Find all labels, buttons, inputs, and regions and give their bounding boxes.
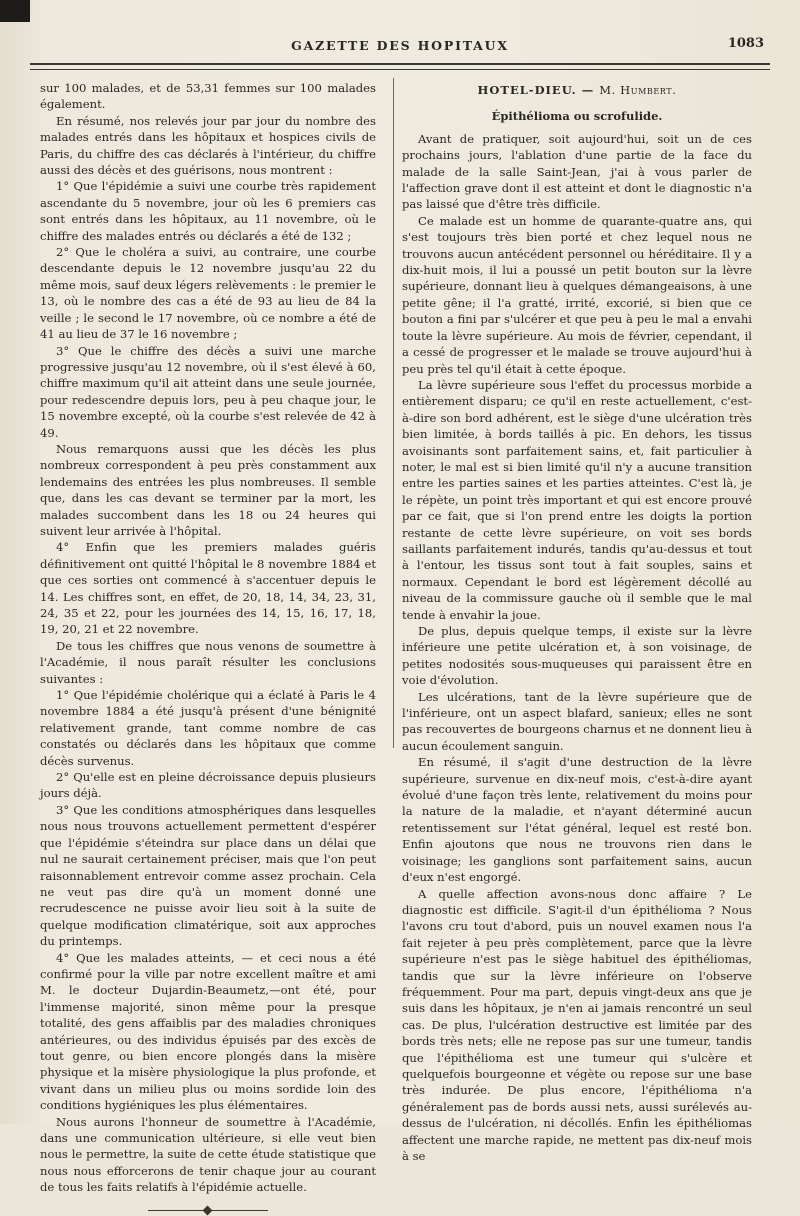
- section-author: M. Humbert.: [599, 83, 677, 97]
- paragraph: Ce malade est un homme de quarante-quatre ans, qui s'est toujours très bien porté et chez lequel nous ne trouvons aucun antécédent personnel ou héréditaire. Il y a dix-huit mois, il lui a poussé un petit bouton sur la lèvre supérieure, donnant lieu à quelques démangeaisons, à une petite gêne; il l'a gratté, irrité, excorié, si bien que ce bouton a fini par s'ulcérer et que peu à peu le mal a envahi toute la lèvre supérieure. Au mois de février, cependant, il a cessé de progresser et le malade se trouve aujourd'hui à peu près tel qu'il était à cette époque.: [402, 213, 752, 376]
- paragraph: 3° Que les conditions atmosphériques dans lesquelles nous nous trouvons actuellement permettent d'espérer que l'épidémie s'éteindra sur place dans un délai que nul ne saurait certainement préciser, mais que l'on peut raisonnablement entrevoir comme assez prochain. Cela ne veut pas dire qu'à un moment donné une recrudescence ne puisse avoir lieu soit à la suite de quelque modification climatérique, soit aux approches du printemps.: [40, 802, 376, 949]
- paragraph: sur 100 malades, et de 53,31 femmes sur 100 malades également.: [40, 81, 376, 112]
- paragraph: 2° Que le choléra a suivi, au contraire, une courbe descendante depuis le 12 novembre jusqu'au 22 du même mois, sauf deux légers relèvements : le premier le 13, où le nombre des cas a été de 93 au lieu de 84 la veille ; le second le 17 novembre, où ce nombre a été de 41 au lieu de 37 le 16 novembre ;: [40, 245, 376, 342]
- section-heading: [402, 82, 752, 98]
- section-separator: —: [581, 83, 595, 97]
- paragraph: De plus, depuis quelque temps, il existe sur la lèvre inférieure une petite ulcération et, à son voisinage, de petites nodosités sous-muqueuses qui paraissent être en voie d'évolution.: [402, 624, 752, 688]
- paragraph: Nous aurons l'honneur de soumettre à l'Académie, dans une communication ultérieure, si elle veut bien nous le permettre, la suite de cette étude statistique que nous nous efforcerons de tenir chaque jour au courant de tous les faits relatifs à l'épidémie actuelle.: [40, 1114, 376, 1195]
- header-rule-thick: [30, 63, 770, 65]
- paragraph: Nous remarquons aussi que les décès les plus nombreux correspondent à peu près constamment aux lendemains des entrées les plus nombreuses. Il semble que, dans les cas devant se terminer par la mort, les malades succombent dans les 18 ou 24 heures qui suivent leur arrivée à l'hôpital.: [40, 441, 376, 538]
- left-column: [40, 80, 376, 1216]
- paragraph: A quelle affection avons-nous donc affaire ? Le diagnostic est difficile. S'agit-il d'un épithélioma ? Nous l'avons cru tout d'abord, puis un nouvel examen nous l'a fait rejeter à peu près complètement, parce que la lèvre supérieure n'est pas le siège habituel des épithéliomas, tandis que sur la lèvre inférieure on l'observe fréquemment. Pour ma part, depuis vingt-deux ans que je suis dans les hôpitaux, je n'en ai jamais rencontré un seul cas. De plus, l'ulcération destructive est limitée par des bords très nets; elle ne repose pas sur une tumeur, tandis que l'épithélioma est une tumeur qui s'ulcère et quelquefois bourgeonne et végète ou repose sur une base très indurée. De plus encore, l'épithélioma n'a généralement pas de bords aussi nets, aussi surélevés au-dessus de l'ulcération, ni décollés. Enfin les épithéliomas affectent une marche rapide, ne mettent pas dix-neuf mois à se: [402, 886, 752, 1163]
- section-title: HOTEL-DIEU.: [477, 83, 577, 97]
- paragraph: 1° Que l'épidémie cholérique qui a éclaté à Paris le 4 novembre 1884 a été jusqu'à présent d'une bénignité relativement grande, tant comme nombre de cas constatés ou déclarés dans les hôpitaux que comme décès survenus.: [40, 688, 376, 768]
- paragraph: En résumé, il s'agit d'une destruction de la lèvre supérieure, survenue en dix-neuf mois, c'est-à-dire ayant évolué d'une façon très lente, relativement du moins pour la nature de la maladie, et n'ayant déterminé aucun retentissement sur l'état général, lequel est resté bon. Enfin ajoutons que nous ne trouvons rien dans le voisinage; les ganglions sont parfaitement sains, aucun d'eux n'est engorgé.: [402, 755, 752, 885]
- paragraph: Les ulcérations, tant de la lèvre supérieure que de l'inférieure, ont un aspect blafard, sanieux; elles ne sont pas recouvertes de bourgeons charnus et ne donnent lieu à aucun écoulement sanguin.: [402, 689, 752, 753]
- paragraph: 4° Enfin que les premiers malades guéris définitivement ont quitté l'hôpital le 8 novembre 1884 et que ces sorties ont commencé à s'accentuer depuis le 14. Les chiffres sont, en effet, de 20, 18, 14, 34, 23, 31, 24, 35 et 22, pour les journées des 14, 15, 16, 17, 18, 19, 20, 21 et 22 novembre.: [40, 540, 376, 637]
- page-number: 1083: [727, 36, 764, 51]
- paragraph: La lèvre supérieure sous l'effet du processus morbide a entièrement disparu; ce qu'il en reste actuellement, c'est-à-dire son bord adhérent, est le siège d'une ulcération très bien limitée, à bords taillés à pic. En dehors, les tissus avoisinants sont parfaitement sains, et, fait particulier à noter, le mal est si bien limité qu'il n'y a aucune transition entre les parties saines et les parties atteintes. C'est là, je le répète, un point très important et qui est encore prouvé par ce fait, que si l'on prend entre les doigts la portion restante de cette lèvre supérieure, on voit ses bords saillants parfaitement indurés, tandis qu'au-dessus et tout à l'entour, les tissus sont tout à fait souples, sains et normaux. Cependant le bord est légèrement décollé au niveau de la commissure gauche où il semble que le mal tende à envahir la joue.: [402, 377, 752, 622]
- right-column: [402, 80, 752, 1164]
- paragraph: En résumé, nos relevés jour par jour du nombre des malades entrés dans les hôpitaux et hospices civils de Paris, du chiffre des cas déclarés à l'intérieur, du chiffre aussi des décès et des guérisons, nous montrent :: [40, 113, 376, 178]
- paragraph: 2° Qu'elle est en pleine décroissance depuis plusieurs jours déjà.: [40, 770, 376, 801]
- scan-corner-mark: [0, 0, 30, 22]
- article-subtitle: Épithélioma ou scrofulide.: [491, 109, 663, 124]
- paragraph: 1° Que l'épidémie a suivi une courbe très rapidement ascendante du 5 novembre, jour où les 6 premiers cas sont entrés dans les hôpitaux, au 11 novembre, où le chiffre des malades entrés ou déclarés a été de 132 ;: [40, 179, 376, 243]
- paragraph: 4° Que les malades atteints, — et ceci nous a été confirmé pour la ville par notre excellent maître et ami M. le docteur Dujardin-Beaumetz,—ont été, pour l'immense majorité, sinon même pour la presque totalité, des gens affaiblis par des maladies chroniques antérieures, ou des individus épuisés par des excès de tout genre, ou bien encore plongés dans la misère physique et la misère physiologique la plus profonde, et vivant dans un milieu plus ou moins sordide loin des conditions hygiéniques les plus élémentaires.: [40, 950, 376, 1113]
- paragraph: De tous les chiffres que nous venons de soumettre à l'Académie, il nous paraît résulter les conclusions suivantes :: [40, 638, 376, 686]
- page-header: [30, 36, 770, 56]
- column-divider: [393, 78, 394, 748]
- article-end-ornament: [148, 1206, 268, 1216]
- paragraph: 3° Que le chiffre des décès a suivi une marche progressive jusqu'au 12 novembre, où il s'est élevé à 60, chiffre maximum qu'il ait atteint dans une seule journée, pour redescendre depuis lors, peu à peu chaque jour, le 15 novembre excepté, où la courbe s'est relevée de 42 à 49.: [40, 343, 376, 440]
- header-rule-thin: [30, 69, 770, 70]
- journal-title: GAZETTE DES HOPITAUX: [291, 38, 509, 53]
- paragraph: Avant de pratiquer, soit aujourd'hui, soit un de ces prochains jours, l'ablation d'une partie de la face du malade de la salle Saint-Jean, j'ai à vous parler de l'affection grave dont il est atteint et dont le diagnostic n'a pas laissé que d'être très difficile.: [402, 131, 752, 212]
